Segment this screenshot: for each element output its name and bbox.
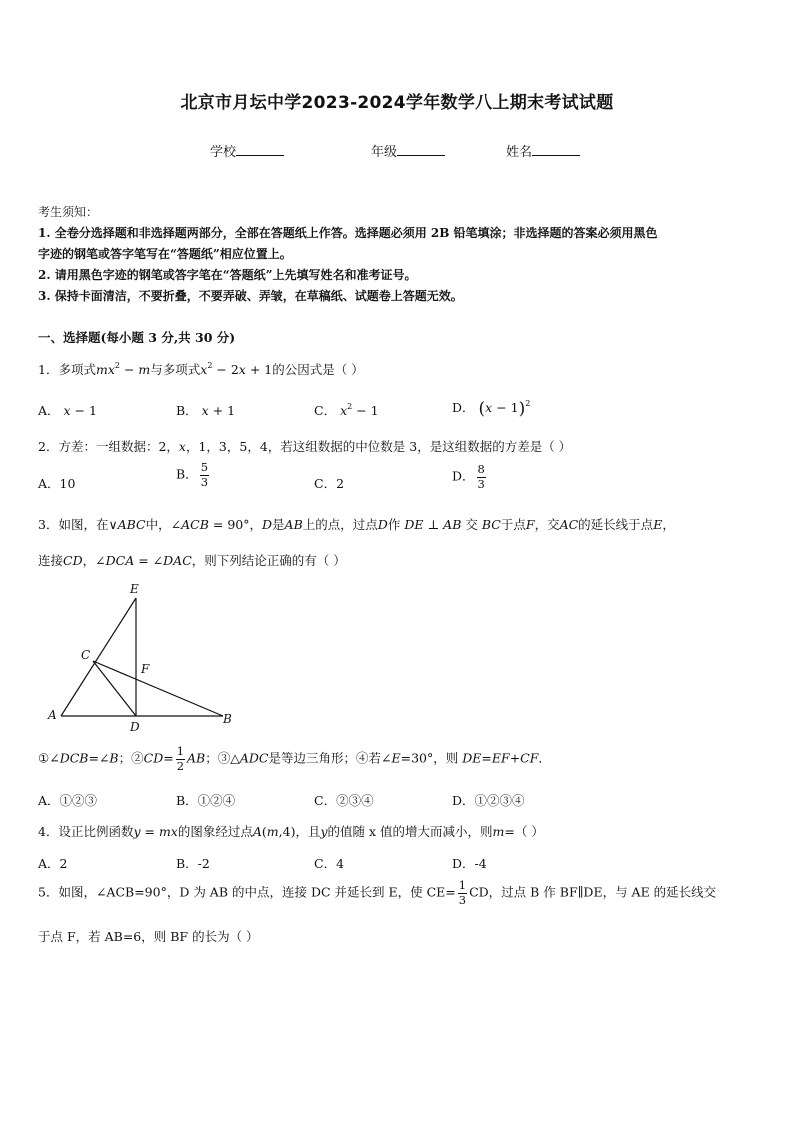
q2-option-a[interactable]: A．10 xyxy=(38,476,76,491)
notice-line-1: 1. 全卷分选择题和非选择题两部分，全部在答题纸上作答。选择题必须用 2B 铅笔填涂；非选择题的答案必须用黑色 xyxy=(38,226,658,240)
fraction-5-3: $\frac{5}{3}$ xyxy=(200,460,209,489)
q2-option-d[interactable]: D． $\frac{8}{3}$ xyxy=(452,462,485,491)
q4-option-d[interactable]: D．-4 xyxy=(452,856,487,871)
notice-line-2: 2. 请用黑色字迹的钢笔或答字笔在“答题纸”上先填写姓名和准考证号。 xyxy=(38,268,417,282)
fraction-8-3: $\frac{8}{3}$ xyxy=(477,462,485,491)
label-c: C xyxy=(81,648,91,662)
q1-option-c[interactable]: C． $x^2 - 1$ xyxy=(314,402,379,418)
name-field: 姓名 xyxy=(506,141,580,160)
question-4: 4．设正比例函数y = mx的图象经过点A(m,4)，且y的值随 x 值的增大而减小，则m=（ ） xyxy=(38,824,544,839)
q2-option-b[interactable]: B． $\frac{5}{3}$ xyxy=(176,460,209,489)
segment-cb xyxy=(93,661,223,716)
label-b: B xyxy=(223,712,232,726)
question-3-line-1: 3．如图，在∨ABC中，∠ACB = 90°，D是AB上的点，过点D作 DE ⊥ AB 交 BC于点F，交AC的延长线于点E， xyxy=(38,517,675,532)
question-5-line-1: 5．如图，∠ACB=90°，D 为 AB 的中点，连接 DC 并延长到 E，使 CE= $\frac{1}{3}$ CD，过点 B 作 BF∥DE，与 AE 的延长线交 xyxy=(38,878,717,907)
grade-field: 年级 xyxy=(371,141,445,160)
fraction-1-2: $\frac{1}{2}$ xyxy=(176,744,185,773)
question-1: 1．多项式$mx^2 - m$与多项式$x^2 - 2x + 1$的公因式是（ ） xyxy=(38,361,364,377)
notice-line-1b: 字迹的钢笔或答字笔写在“答题纸”相应位置上。 xyxy=(38,247,292,261)
page-title: 北京市月坛中学2023-2024学年数学八上期末考试试题 xyxy=(180,93,614,113)
question-2: 2．方差：一组数据：2，x，1，3，5，4，若这组数据的中位数是 3，是这组数据的方差是（ ） xyxy=(38,439,572,454)
label-e: E xyxy=(130,582,139,596)
school-blank xyxy=(236,143,284,156)
fraction-1-3: $\frac{1}{3}$ xyxy=(458,878,467,907)
q3-option-c[interactable]: C．②③④ xyxy=(314,793,374,808)
q3-option-d[interactable]: D．①②③④ xyxy=(452,793,525,808)
grade-blank xyxy=(397,143,445,156)
label-d: D xyxy=(130,720,140,734)
q3-option-b[interactable]: B．①②④ xyxy=(176,793,236,808)
label-f: F xyxy=(141,662,150,676)
question-5-line-2: 于点 F，若 AB=6，则 BF 的长为（ ） xyxy=(38,929,259,944)
q3-option-a[interactable]: A．①②③ xyxy=(38,793,98,808)
q4-option-c[interactable]: C．4 xyxy=(314,856,345,871)
q4-option-b[interactable]: B．-2 xyxy=(176,856,210,871)
label-a: A xyxy=(48,708,57,722)
q1-option-a[interactable]: A． x − 1 xyxy=(38,403,97,418)
school-field: 学校 xyxy=(210,141,284,160)
section-heading: 一、选择题(每小题 3 分,共 30 分) xyxy=(38,330,236,345)
name-blank xyxy=(532,143,580,156)
q1-option-b[interactable]: B． x + 1 xyxy=(176,403,236,418)
geometry-figure xyxy=(40,578,240,734)
q4-option-a[interactable]: A．2 xyxy=(38,856,68,871)
q2-option-c[interactable]: C．2 xyxy=(314,476,345,491)
notice-heading: 考生须知： xyxy=(38,205,99,219)
segment-ae xyxy=(61,598,136,716)
segment-cd xyxy=(93,661,136,716)
question-3-line-2: 连接CD，∠DCA = ∠DAC，则下列结论正确的有（ ） xyxy=(38,553,346,568)
q1-option-d[interactable]: D． $(x - 1)^2$ xyxy=(452,399,531,419)
notice-line-3: 3. 保持卡面清洁，不要折叠，不要弄破、弄皱，在草稿纸、试题卷上答题无效。 xyxy=(38,289,463,303)
question-3-statements: ①∠DCB=∠B；②CD= $\frac{1}{2}$ AB；③△ADC是等边三角形；④若∠E=30°，则 DE=EF+CF． xyxy=(38,744,551,773)
